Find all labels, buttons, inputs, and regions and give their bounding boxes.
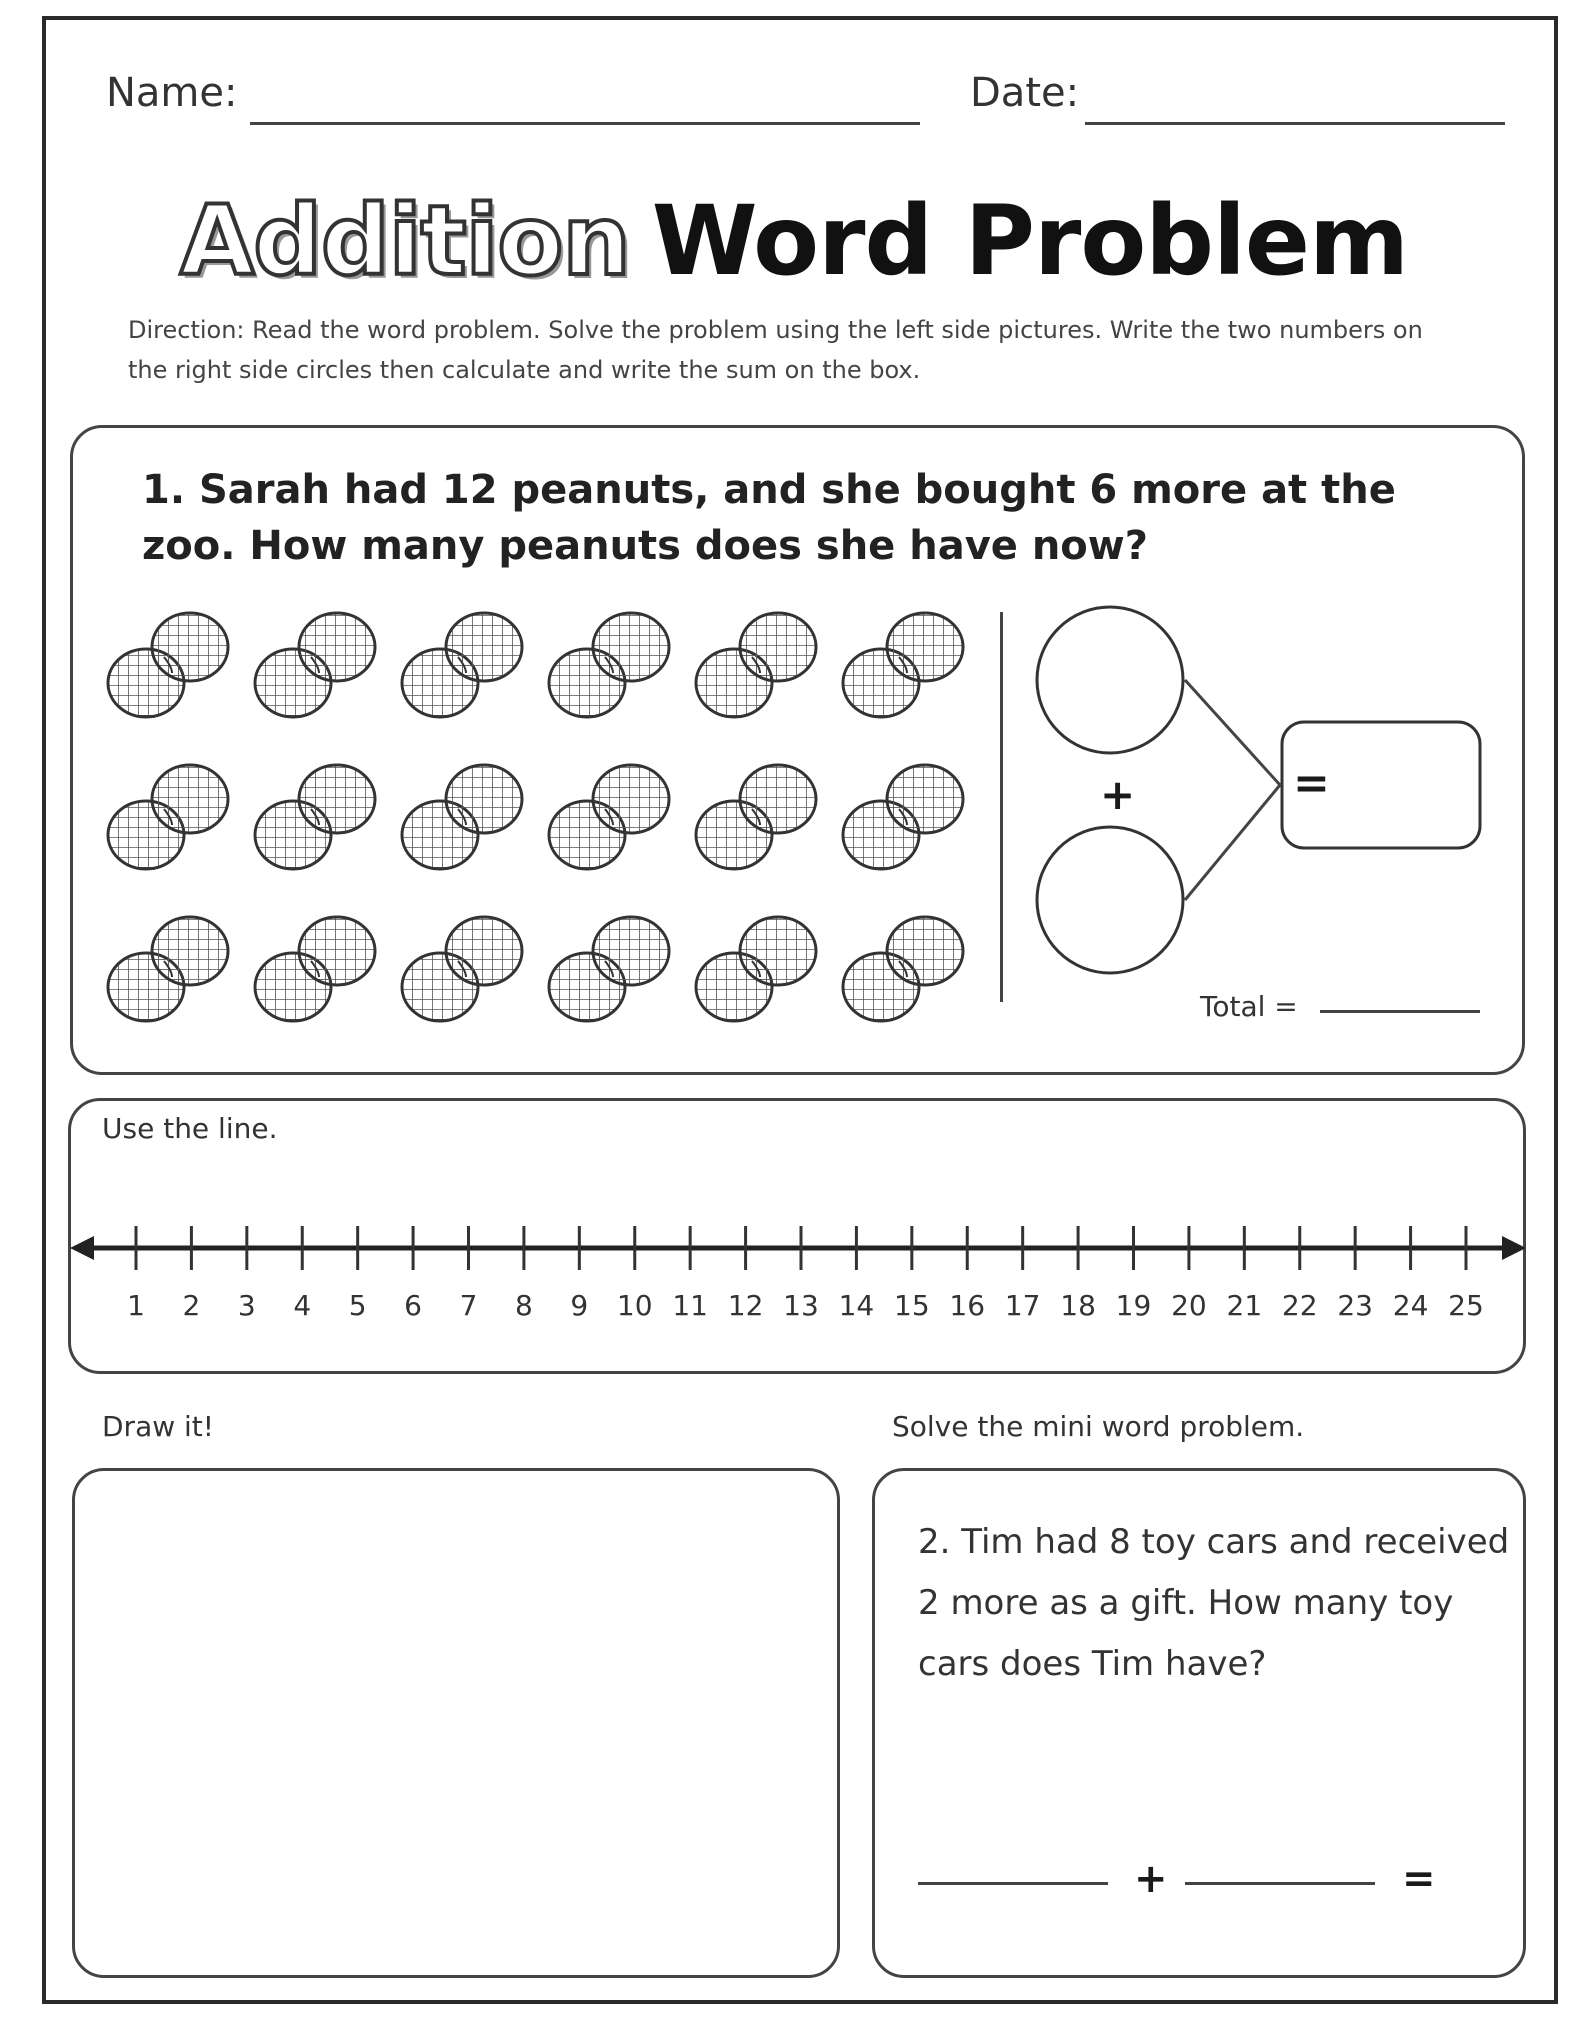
number-line-tick-label: 19 [1115,1289,1152,1322]
number-line-tick-label: 16 [949,1289,986,1322]
peanut-icon [549,917,669,1021]
mini-problem-label: Solve the mini word problem. [892,1410,1305,1443]
addend-circle-2 [1037,827,1183,973]
peanut-icon [843,765,963,869]
number-line-tick-label: 15 [894,1289,930,1322]
draw-area[interactable] [72,1468,840,1978]
number-line-tick-label: 4 [293,1289,312,1322]
mini-addend-2-line[interactable] [1185,1882,1375,1885]
peanut-icon [108,765,228,869]
number-line [68,1200,1528,1350]
peanut-icon [255,613,375,717]
total-label: Total = [1200,990,1298,1023]
name-label: Name: [106,70,238,116]
peanut-icon [843,917,963,1021]
number-line-tick-label: 25 [1448,1289,1484,1322]
draw-label: Draw it! [102,1410,215,1443]
number-line-tick-label: 3 [237,1289,256,1322]
number-line-tick-label: 24 [1392,1289,1429,1322]
addend-circle-1 [1037,607,1183,753]
number-line-tick-label: 5 [348,1289,367,1322]
mini-problem-question: 2. Tim had 8 toy cars and received 2 more as a gift. How many toy cars does Tim have? [918,1522,1510,1684]
total-answer-line[interactable] [1320,1010,1480,1013]
number-line-tick-label: 7 [459,1289,478,1322]
mini-equals-sign: = [1402,1856,1436,1902]
addition-diagram [1020,600,1520,1040]
number-line-tick-label: 2 [182,1289,201,1322]
number-line-tick-label: 9 [570,1289,589,1322]
peanut-icon [402,917,522,1021]
peanut-icon [108,917,228,1021]
plus-sign: + [1100,770,1136,819]
direction-text: Direction: Read the word problem. Solve the problem using the left side pictures. Write the two numbers on the right side circles then calculate and write the sum on the box. [128,316,1423,384]
name-field[interactable] [250,122,920,125]
peanut-icon [696,613,816,717]
number-line-tick-label: 11 [672,1289,708,1322]
mini-addend-1-line[interactable] [918,1882,1108,1885]
peanut-icon [549,613,669,717]
number-line-label: Use the line. [102,1112,278,1145]
peanut-icon [696,917,816,1021]
peanut-icon [255,917,375,1021]
peanut-icon [549,765,669,869]
equals-sign: = [1293,758,1330,809]
mini-plus-sign: + [1134,1856,1168,1902]
title-outlined-word: Addition [179,185,630,297]
problem1-divider [1000,612,1003,1002]
peanut-icon [108,613,228,717]
page-title [0,185,1588,297]
date-field[interactable] [1085,122,1505,125]
peanut-icon [696,765,816,869]
number-line-tick-label: 10 [616,1289,653,1322]
number-line-tick-label: 14 [838,1289,875,1322]
number-line-tick-label: 8 [515,1289,533,1322]
peanut-icon [255,765,375,869]
number-line-tick-label: 21 [1226,1289,1263,1322]
number-line-tick-label: 23 [1337,1289,1373,1322]
peanut-icon [843,613,963,717]
peanuts-group [90,590,990,1050]
number-line-tick-label: 1 [127,1289,145,1322]
number-line-tick-label: 17 [1004,1289,1041,1322]
number-line-tick-label: 18 [1060,1289,1096,1322]
problem1-question: 1. Sarah had 12 peanuts, and she bought 6 more at the zoo. How many peanuts does she have now? [142,467,1396,569]
number-line-tick-label: 6 [404,1289,422,1322]
title-solid-words: Word Problem [651,185,1409,297]
number-line-tick-label: 13 [783,1289,819,1322]
number-line-tick-label: 20 [1171,1289,1207,1322]
number-line-tick-label: 12 [727,1289,764,1322]
date-label: Date: [970,70,1080,116]
number-line-tick-label: 22 [1281,1289,1318,1322]
peanut-icon [402,613,522,717]
peanut-icon [402,765,522,869]
